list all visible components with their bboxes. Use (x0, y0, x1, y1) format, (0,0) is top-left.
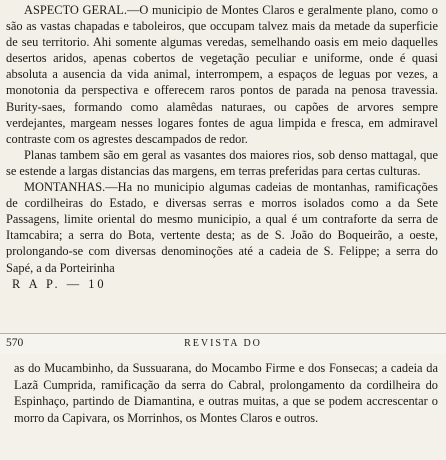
paragraph-planas: Planas tambem são em geral as vasantes dos maiores rios, sob denso mattagal, que se estende a largas distancias das margens, em terras preferidas para certas culturas. (6, 147, 438, 178)
lower-page-fragment (0, 360, 446, 426)
paragraph-aspecto-geral: ASPECTO GERAL.—O municipio de Montes Claros e geralmente plano, como o são as vastas chapadas e taboleiros, que occupam talvez mais da metade da superficie de seu territorio. Ahi somente algumas veredas, semelhando oasis em meio daquelles desertos aridos, apenas cobertos de vegetação peculiar e uniforme, onde é quasi absoluta a ausencia da vida animal, interrompem, a espaços de leguas por vezes, a monotonia da perspectiva e offerecem raros pontos de parada na penosa travessia. Burity-saes, formando como alamêdas naturaes, ou capões de arvores sempre verdejantes, margeam nesses logares fontes de agua limpida e fresca, em admiravel contraste com os agrestes descampados de redor. (6, 3, 438, 146)
paragraph-montanhas: MONTANHAS.—Ha no municipio algumas cadeias de montanhas, ramificações de cordilheiras do Estado, e diversas serras e morros isolados como a da Sete Passagens, limite oriental do mesmo municipio, a qual é um contraforte da serra de Itamcabira; a serra do Bota, vertente desta; as de S. João do Boqueirão, a oeste, prolongando-se com diversas denominoções até a cadeia de S. Felippe; a serra do Sapé, a da Porteirinha (6, 180, 438, 275)
paragraph-continuation: as do Mucambinho, da Sussuarana, do Mocambo Firme e dos Fonsecas; a cadeia da Lazã Cumprida, ramificação da serra do Cabral, prolongamento da cordilheira do Espinhaço, partindo de Diamantina, e outras muitas, a que se podem accrescentar o morro da Capivara, os Morrinhos, os Montes Claros e outros. (14, 361, 438, 425)
page-header (0, 333, 446, 354)
signature-line: R A P. — 10 (12, 276, 107, 291)
page-number: 570 (6, 337, 24, 349)
running-head: REVISTA DO (184, 338, 262, 349)
